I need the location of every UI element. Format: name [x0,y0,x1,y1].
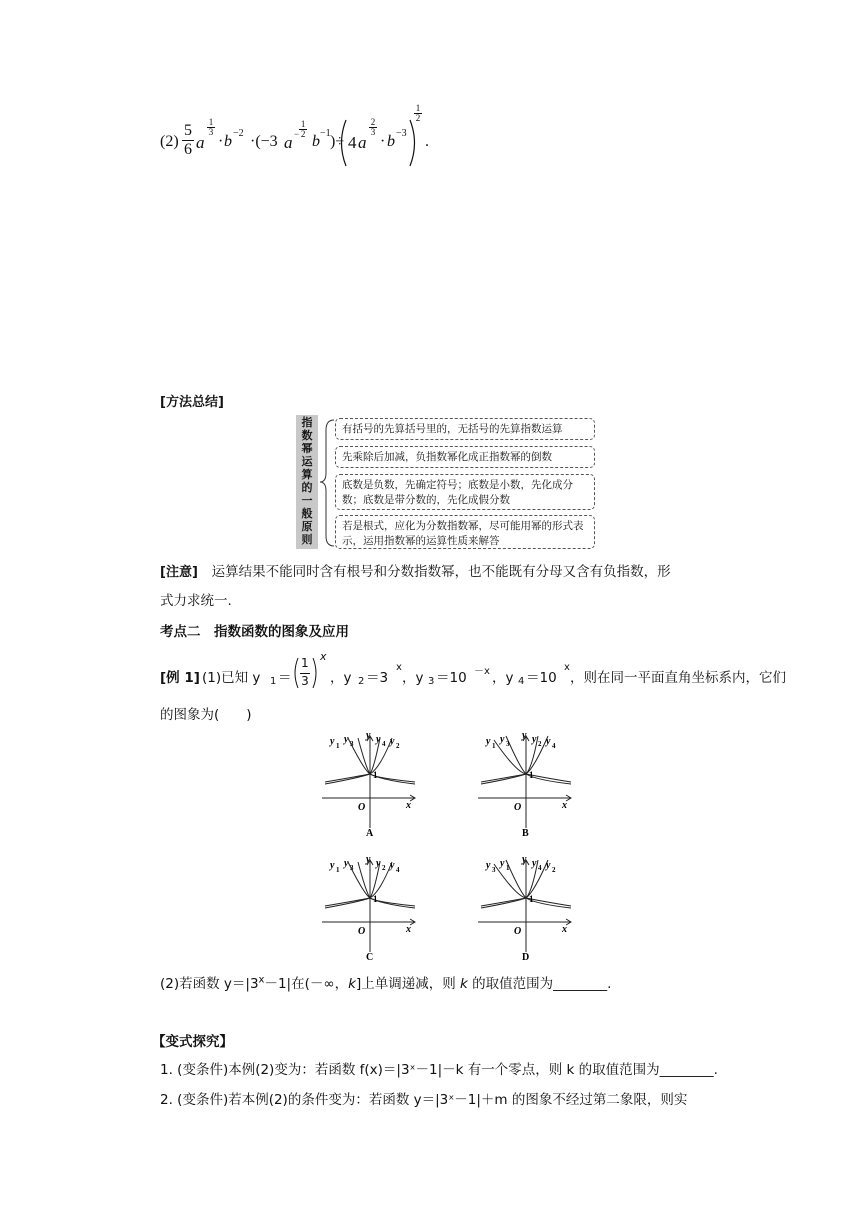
method-box-4: 若是根式，应化为分数指数幂，尽可能用幂的形式表示，运用指数幂的运算性质来解答 [335,515,595,549]
vertical-label-char: 数 [301,429,313,442]
method-vertical-label [296,415,318,549]
origin-label: O [514,926,522,937]
curve-label: y [366,854,371,865]
var-k: k [460,976,468,992]
curve-label-sub: 4 [396,866,400,874]
curve-label: y [532,734,537,745]
option-letter: B [522,828,529,839]
curve-label-sub: 2 [382,864,386,872]
curve-label-sub: 4 [538,864,542,872]
outer-exp: 1 2 [415,103,421,123]
curve-label: y [330,736,335,747]
curve-label: y [522,854,527,865]
variant-item-1: 1. (变条件)本例(2)变为：若函数 f(x)＝|3ˣ－1|－k 有一个零点，则 k 的取值范围为________. [160,1062,718,1078]
origin-label: O [514,802,522,813]
origin-label: O [358,802,366,813]
vertical-label-char: 算 [301,468,313,481]
example-tag: [例 1] [160,670,200,686]
expr-end: . [425,133,429,150]
note-tag: [注意] [160,565,198,580]
frac-numerator: 5 [184,122,192,139]
vertical-label-char: 的 [301,481,313,494]
var-a: a [284,133,293,152]
four: 4 [348,133,357,152]
var-a: a [358,133,367,152]
curve-label-sub: 4 [552,742,556,750]
note-line-2: 式力求统一. [160,593,232,609]
curve-label: y [500,858,505,869]
method-box-2: 先乘除后加减，负指数幂化成正指数幂的倒数 [335,446,595,468]
exp-a3: 2 3 [370,117,376,137]
curve-label: y [522,730,527,741]
ex-text: ，y [492,670,514,686]
expr-mid: ·(−3 [250,133,278,150]
section-title: 考点二 指数函数的图象及应用 [160,624,349,640]
option-letter: C [366,952,374,963]
vertical-label-char: 运 [301,455,313,468]
vertical-label-char: 般 [301,507,313,520]
frac-d: 3 [301,674,309,688]
curve-label-sub: 3 [350,864,354,872]
graph-option-B [476,728,576,843]
ex-text: ，y [330,670,352,686]
exp-b2: −1 [320,128,331,139]
note-text: 运算结果不能同时含有根号和分数指数幂，也不能既有分母又含有负指数，形 [211,564,671,580]
curve-label-sub: 2 [538,740,542,748]
exp-b3: −3 [396,128,407,139]
exp-a1: 1 3 [208,117,214,137]
point-one-label: 1 [529,770,534,780]
curve-label: y [330,860,335,871]
point-one-label: 1 [373,770,378,780]
curve-label: y [390,860,395,871]
curve-label-sub: 3 [350,740,354,748]
curve-label-sub: 1 [506,864,510,872]
ex-text: ，则在同一平面直角坐标系内，它们 [570,670,786,686]
exp-a2: $-\frac{1}{2}$ [294,119,306,139]
left-paren [292,656,300,690]
part2-text: －1|在(－∞， [264,976,349,992]
point-one-label: 1 [529,894,534,904]
curve-label: y [546,860,551,871]
right-paren [408,118,420,168]
curve-label-sub: 1 [336,742,340,750]
expr-prefix: (2) [160,133,179,150]
method-box-1: 有括号的先算括号里的，无括号的先算指数运算 [335,418,595,440]
curve-label-sub: 3 [506,740,510,748]
part2-text: 的取值范围为________. [467,976,612,992]
vertical-label-char: 一 [301,494,313,507]
point-one-label: 1 [373,894,378,904]
curve-label: y [344,734,349,745]
var-b: b [387,133,395,150]
method-heading: [方法总结] [160,395,224,410]
part2-text: (2)若函数 y＝|3 [160,976,259,992]
curve-label: y [390,736,395,747]
exp-x: x [320,650,327,663]
expr-close: )÷ [330,133,345,150]
curve-label: y [500,734,505,745]
graph-option-A [320,728,420,843]
variant-heading: 【变式探究】 [152,1034,233,1050]
option-letter: A [366,828,374,839]
var-a: a [196,133,205,152]
frac-n: 1 [301,656,309,670]
vertical-label-char: 幂 [301,442,313,455]
curve-label: y [366,730,371,741]
curve-label: y [344,858,349,869]
curve-label: y [376,858,381,869]
x-axis-label: x [562,924,567,935]
curve-label-sub: 4 [382,740,386,748]
ex-text: ＝10 [436,670,467,686]
ex-text: (1)已知 y [202,670,261,686]
curve-label: y [532,858,537,869]
graph-option-D [476,852,576,967]
frac-denominator: 6 [184,141,192,158]
curve-label: y [546,736,551,747]
variant-item-2: 2. (变条件)若本例(2)的条件变为：若函数 y＝|3ˣ－1|＋m 的图象不经过第二象限，则实 [160,1092,688,1108]
curve-label-sub: 1 [336,866,340,874]
var-b: b [224,133,232,150]
x-axis-label: x [406,924,411,935]
brace-icon [318,418,336,548]
curve-label-sub: 2 [552,866,556,874]
right-paren [311,656,319,690]
option-letter: D [522,952,530,963]
example-line-1: [例 1] (1)已知 y 1 ＝ 1 3 x ，y 2 ＝3 x ，y 3 ＝10 －x ，y 4 ＝10 x ，则在同一平面直角坐标系内，它们 [160,650,786,688]
curve-label: y [376,734,381,745]
var-b: b [312,133,320,150]
note-line-1 [160,560,671,581]
ex-text: ＝3 [366,670,389,686]
exp-negx: －x [474,666,490,677]
curve-label-sub: 2 [396,742,400,750]
x-axis-label: x [562,800,567,811]
example-line-2: 的图象为( ) [160,707,252,723]
part2-line: (2)若函数 $y=|3^x-1|$在(－∞，k]上单调递减，则 k 的取值范围为________. [160,974,612,992]
origin-label: O [358,926,366,937]
ex-text: ＝ [278,670,292,686]
graph-option-C [320,852,420,967]
curve-label-sub: 3 [492,866,496,874]
exp-b1: −2 [233,128,244,139]
ex-text: ，y [402,670,424,686]
ex-text: ＝10 [526,670,557,686]
vertical-label-char: 指 [301,416,313,429]
vertical-label-char: 原 [301,520,313,533]
curve-label: y [486,736,491,747]
method-box-3: 底数是负数，先确定符号；底数是小数，先化成分数；底数是带分数的，先化成假分数 [335,474,595,510]
curve-label-sub: 1 [492,742,496,750]
left-paren [336,118,348,168]
part2-text: ]上单调递减，则 [355,976,461,992]
var-k: k [348,976,356,992]
curve-label: y [486,860,491,871]
x-axis-label: x [406,800,411,811]
vertical-label-char: 则 [301,533,313,546]
